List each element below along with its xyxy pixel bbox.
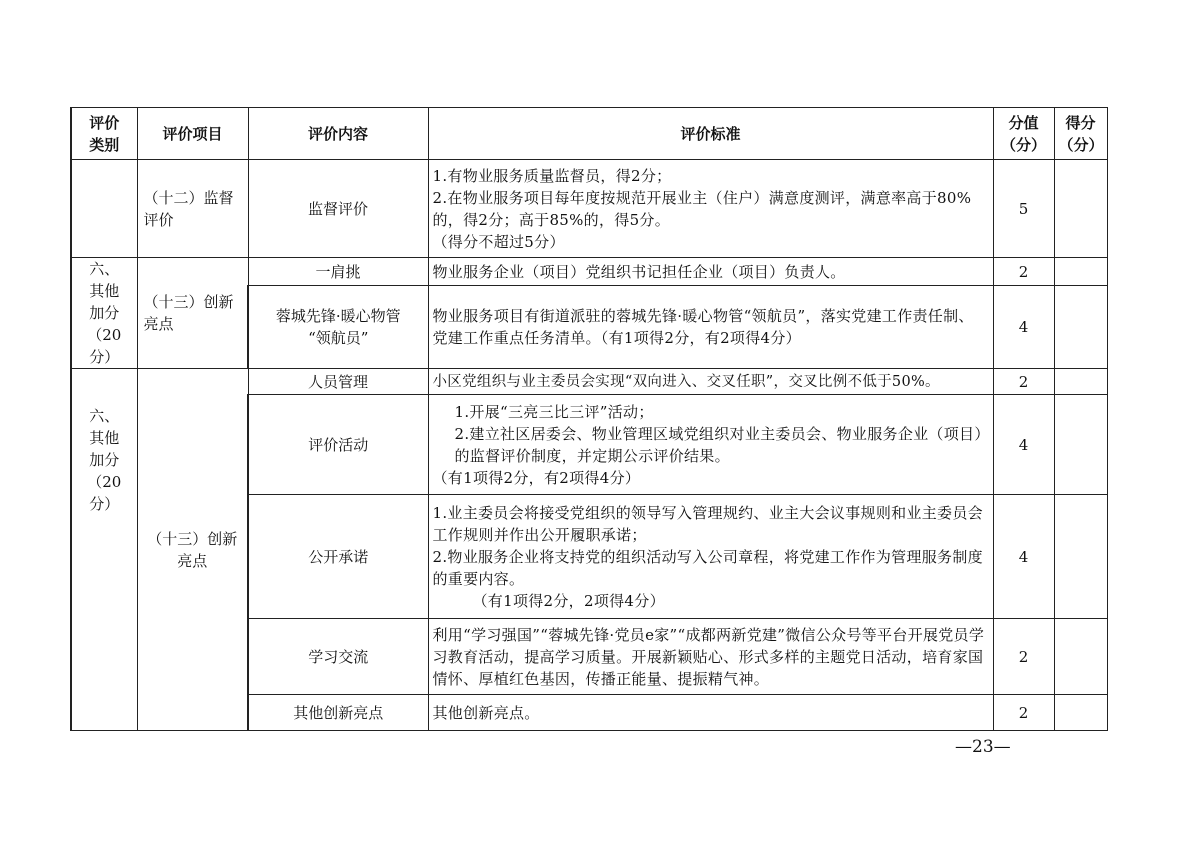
criteria-line: 2.建立社区居委会、物业管理区域党组织对业主委员会、物业服务企业（项目）的监督评价制度，并定期公示评价结果。: [454, 424, 983, 465]
item-cell: [137, 258, 248, 369]
content-cell: 监督评价: [248, 160, 428, 258]
criteria-line: 1.开展“三亮三比三评”活动；: [454, 402, 654, 421]
criteria-line: （得分不超过5分）: [432, 232, 565, 251]
content-cell: 人员管理: [248, 369, 428, 395]
header-score: [1054, 108, 1107, 160]
category-cell-empty: [71, 160, 137, 258]
score-cell: [1054, 286, 1107, 369]
score-cell: [1054, 258, 1107, 286]
item-cell: [137, 369, 248, 731]
category-text: 六、 其他 加分 （20分）: [87, 260, 122, 366]
criteria-line: 物业服务企业（项目）党组织书记担任企业（项目）负责人。: [432, 262, 846, 281]
criteria-line: 其他创新亮点。: [432, 703, 540, 722]
points-cell: 4: [993, 395, 1054, 495]
criteria-line: （有1项得2分，有2项得4分）: [432, 468, 641, 487]
item-text: （十三）创新 亮点: [147, 529, 238, 570]
category-cell: [71, 369, 137, 731]
criteria-line: 1.有物业服务质量监督员，得2分；: [432, 166, 672, 185]
page-number: —23—: [955, 737, 1011, 757]
criteria-cell: [428, 619, 993, 695]
content-cell: 学习交流: [248, 619, 428, 695]
criteria-line: （有1项得2分，2项得4分）: [472, 591, 665, 610]
header-points-text: 分值 （分）: [1000, 113, 1046, 154]
criteria-cell: [428, 369, 993, 395]
score-cell: [1054, 695, 1107, 731]
content-cell: 一肩挑: [248, 258, 428, 286]
points-cell: 2: [993, 619, 1054, 695]
content-cell: 评价活动: [248, 395, 428, 495]
score-cell: [1054, 495, 1107, 619]
table-row: [71, 258, 1107, 286]
content-text: 蓉城先锋·暖心物管 “领航员”: [275, 307, 401, 348]
criteria-line: 物业服务项目有街道派驻的蓉城先锋·暖心物管“领航员”，落实党建工作责任制、党建工作重点任务清单。（有1项得2分，有2项得4分）: [432, 307, 974, 348]
score-cell: [1054, 369, 1107, 395]
header-points: [993, 108, 1054, 160]
points-cell: 2: [993, 369, 1054, 395]
table-header-row: [71, 108, 1107, 160]
criteria-line: 小区党组织与业主委员会实现“双向进入、交叉任职”，交叉比例不低于50%。: [432, 373, 940, 390]
item-cell: [137, 160, 248, 258]
header-item: 评价项目: [137, 108, 248, 160]
criteria-line: 1.业主委员会将接受党组织的领导写入管理规约、业主大会议事规则和业主委员会工作规则并作出公开履职承诺；: [432, 503, 983, 544]
header-category: [71, 108, 137, 160]
points-cell: 4: [993, 286, 1054, 369]
content-cell: 公开承诺: [248, 495, 428, 619]
content-cell: [248, 286, 428, 369]
points-cell: 5: [993, 160, 1054, 258]
content-cell: 其他创新亮点: [248, 695, 428, 731]
header-content: 评价内容: [248, 108, 428, 160]
evaluation-table: [70, 107, 1108, 731]
points-cell: 4: [993, 495, 1054, 619]
criteria-cell: [428, 695, 993, 731]
criteria-cell: [428, 160, 993, 258]
criteria-cell: [428, 395, 993, 495]
criteria-cell: [428, 495, 993, 619]
header-category-text: 评价 类别: [89, 113, 120, 154]
criteria-cell: [428, 286, 993, 369]
points-cell: 2: [993, 695, 1054, 731]
header-criteria: 评价标准: [428, 108, 993, 160]
category-cell: [71, 258, 137, 369]
criteria-line: 利用“学习强国”“蓉城先锋·党员e家”“成都两新党建”微信公众号等平台开展党员学习教育活动，提高学习质量。开展新颖贴心、形式多样的主题党日活动，培育家国情怀、厚植红色基因，传播正能量、提振精气神。: [432, 625, 985, 688]
criteria-line: 2.物业服务企业将支持党的组织活动写入公司章程，将党建工作作为管理服务制度的重要内容。: [432, 547, 983, 588]
criteria-line: 2.在物业服务项目每年度按规范开展业主（住户）满意度测评，满意率高于80%的，得2分；高于85%的，得5分。: [432, 188, 972, 229]
item-text: （十二）监督 评价: [143, 188, 234, 229]
score-cell: [1054, 619, 1107, 695]
points-cell: 2: [993, 258, 1054, 286]
table-row: [71, 369, 1107, 395]
table-row: [71, 160, 1107, 258]
category-text: 六、 其他 加分 （20分）: [87, 407, 122, 513]
score-cell: [1054, 160, 1107, 258]
criteria-cell: [428, 258, 993, 286]
item-text: （十三）创新 亮点: [143, 293, 234, 333]
header-score-text: 得分 （分）: [1058, 113, 1104, 154]
score-cell: [1054, 395, 1107, 495]
